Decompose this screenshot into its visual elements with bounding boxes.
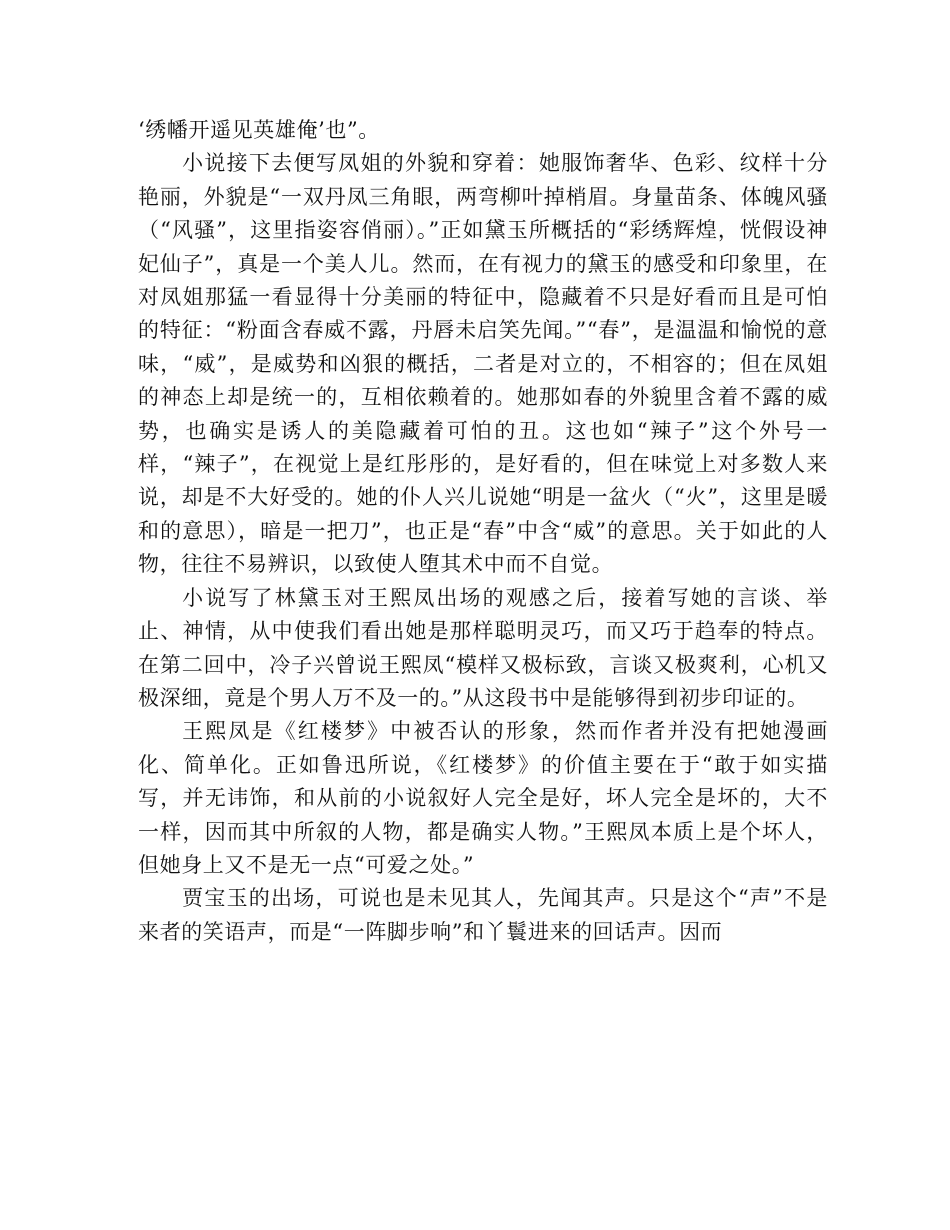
paragraph-baoyu-entrance: 贾宝玉的出场，可说也是未见其人，先闻其声。只是这个“声”不是来者的笑语声，而是“一阵脚步响”和丫鬟进来的回话声。因而 [138, 886, 828, 944]
paragraph-continuation: ‘绣幡开遥见英雄俺’也”。 [138, 118, 380, 142]
paragraph-fengjie-appearance: 小说接下去便写凤姐的外貌和穿着：她服饰奢华、色彩、纹样十分艳丽，外貌是“一双丹凤三角眼，两弯柳叶掉梢眉。身量苗条、体魄风骚（“风骚”，这里指姿容俏丽）。”正如黛玉所概括的“彩绣辉煌，恍假设神妃仙子”，真是一个美人儿。然而，在有视力的黛玉的感受和印象里，在对凤姐那猛一看显得十分美丽的特征中，隐藏着不只是好看而且是可怕的特征：“粉面含春威不露，丹唇未启笑先闻。”“春”，是温温和愉悦的意味，“威”，是威势和凶狠的概括，二者是对立的，不相容的；但在凤姐的神态上却是统一的，互相依赖着的。她那如春的外貌里含着不露的威势，也确实是诱人的美隐藏着可怕的丑。这也如“辣子”这个外号一样，“辣子”，在视觉上是红彤彤的，是好看的，但在味觉上对多数人来说，却是不大好受的。她的仆人兴儿说她“明是一盆火（“火”，这里是暖和的意思），暗是一把刀”，也正是“春”中含“威”的意思。关于如此的人物，往往不易辨识，以致使人堕其术中而不自觉。 [138, 151, 828, 577]
paragraph-fengjie-image: 王熙凤是《红楼梦》中被否认的形象，然而作者并没有把她漫画化、简单化。正如鲁迅所说，《红楼梦》的价值主要在于“敢于如实描写，并无讳饰，和从前的小说叙好人完全是好，坏人完全是坏的，大不一样，因而其中所叙的人物，都是确实人物。”王熙凤本质上是个坏人，但她身上又不是无一点“可爱之处。” [138, 719, 828, 877]
paragraph-fengjie-manner: 小说写了林黛玉对王熙凤出场的观感之后，接着写她的言谈、举止、神情，从中使我们看出她是那样聪明灵巧，而又巧于趋奉的特点。在第二回中，冷子兴曾说王熙凤“模样又极标致，言谈又极爽利，心机又极深细，竟是个男人万不及一的。”从这段书中是能够得到初步印证的。 [138, 585, 828, 710]
document-page [138, 114, 828, 949]
